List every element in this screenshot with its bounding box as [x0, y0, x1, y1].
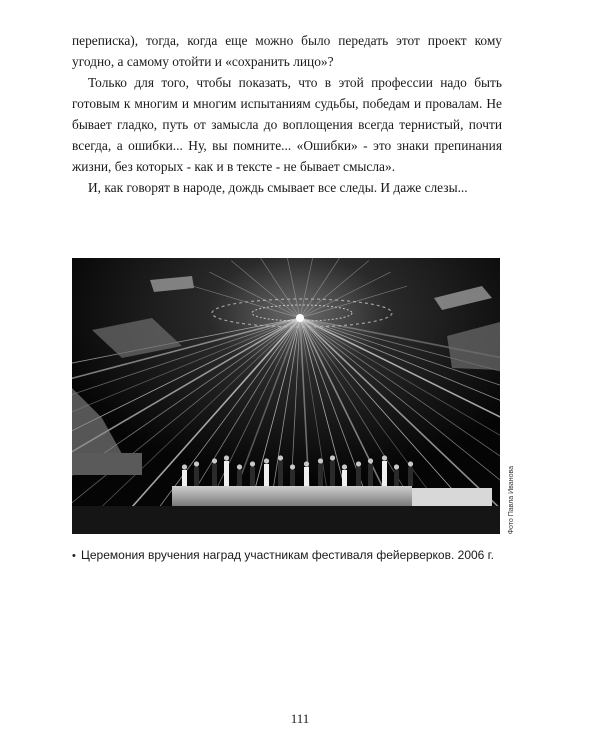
body-text: [72, 30, 502, 198]
person: [368, 464, 373, 486]
paragraph: Только для того, чтобы показать, что в этой профессии надо быть готовым к многим и многим испытаниям судьбы, победам и провалам. Не бывает гладко, путь от замысла до воплощения всегда тернистый, почти всегда, а ошибки... Ну, вы помните... «Ошибки» - это знаки препинания жизни, без которых - как и в тексте - не бывает смысла».: [72, 75, 502, 174]
laser-source: [296, 314, 304, 322]
page-number: 111: [290, 711, 310, 726]
person-head: [304, 461, 309, 466]
person: [290, 470, 295, 486]
person: [394, 470, 399, 486]
paragraph-continued: переписка), тогда, когда еще можно было передать этот проект кому угодно, а самому отойти и «сохранить лицо»?: [72, 33, 502, 69]
person: [330, 461, 335, 486]
person-head: [182, 464, 187, 469]
person: [278, 461, 283, 486]
person-head: [250, 461, 255, 466]
person: [318, 464, 323, 486]
person-head: [278, 455, 283, 460]
person-head: [368, 458, 373, 463]
person: [408, 467, 413, 486]
person-head: [342, 464, 347, 469]
person: [382, 461, 387, 486]
person-head: [408, 461, 413, 466]
person: [182, 470, 187, 486]
caption-text: Церемония вручения наград участникам фестиваля фейерверков. 2006 г.: [81, 548, 494, 562]
person: [250, 467, 255, 486]
paragraph: И, как говорят в народе, дождь смывает все следы. И даже слезы...: [88, 180, 468, 195]
concert-photo: [72, 258, 500, 534]
person-head: [394, 464, 399, 469]
person-head: [224, 455, 229, 460]
laser-show-image: [72, 258, 500, 534]
person-head: [318, 458, 323, 463]
person-head: [264, 458, 269, 463]
person-head: [290, 464, 295, 469]
person-head: [237, 464, 242, 469]
photo-credit: Фото Павла Иванова: [507, 465, 515, 534]
person-head: [356, 461, 361, 466]
person: [356, 467, 361, 486]
person: [304, 467, 309, 486]
person-head: [330, 455, 335, 460]
person: [224, 461, 229, 486]
audience: [72, 506, 500, 534]
person: [194, 467, 199, 486]
person-head: [212, 458, 217, 463]
person-head: [382, 455, 387, 460]
screen-left: [72, 453, 142, 475]
stage: [172, 486, 412, 506]
person: [212, 464, 217, 486]
person: [237, 470, 242, 486]
caption-bullet: •: [72, 550, 76, 562]
person: [342, 470, 347, 486]
person: [264, 464, 269, 486]
person-head: [194, 461, 199, 466]
photo-caption: [72, 548, 512, 564]
